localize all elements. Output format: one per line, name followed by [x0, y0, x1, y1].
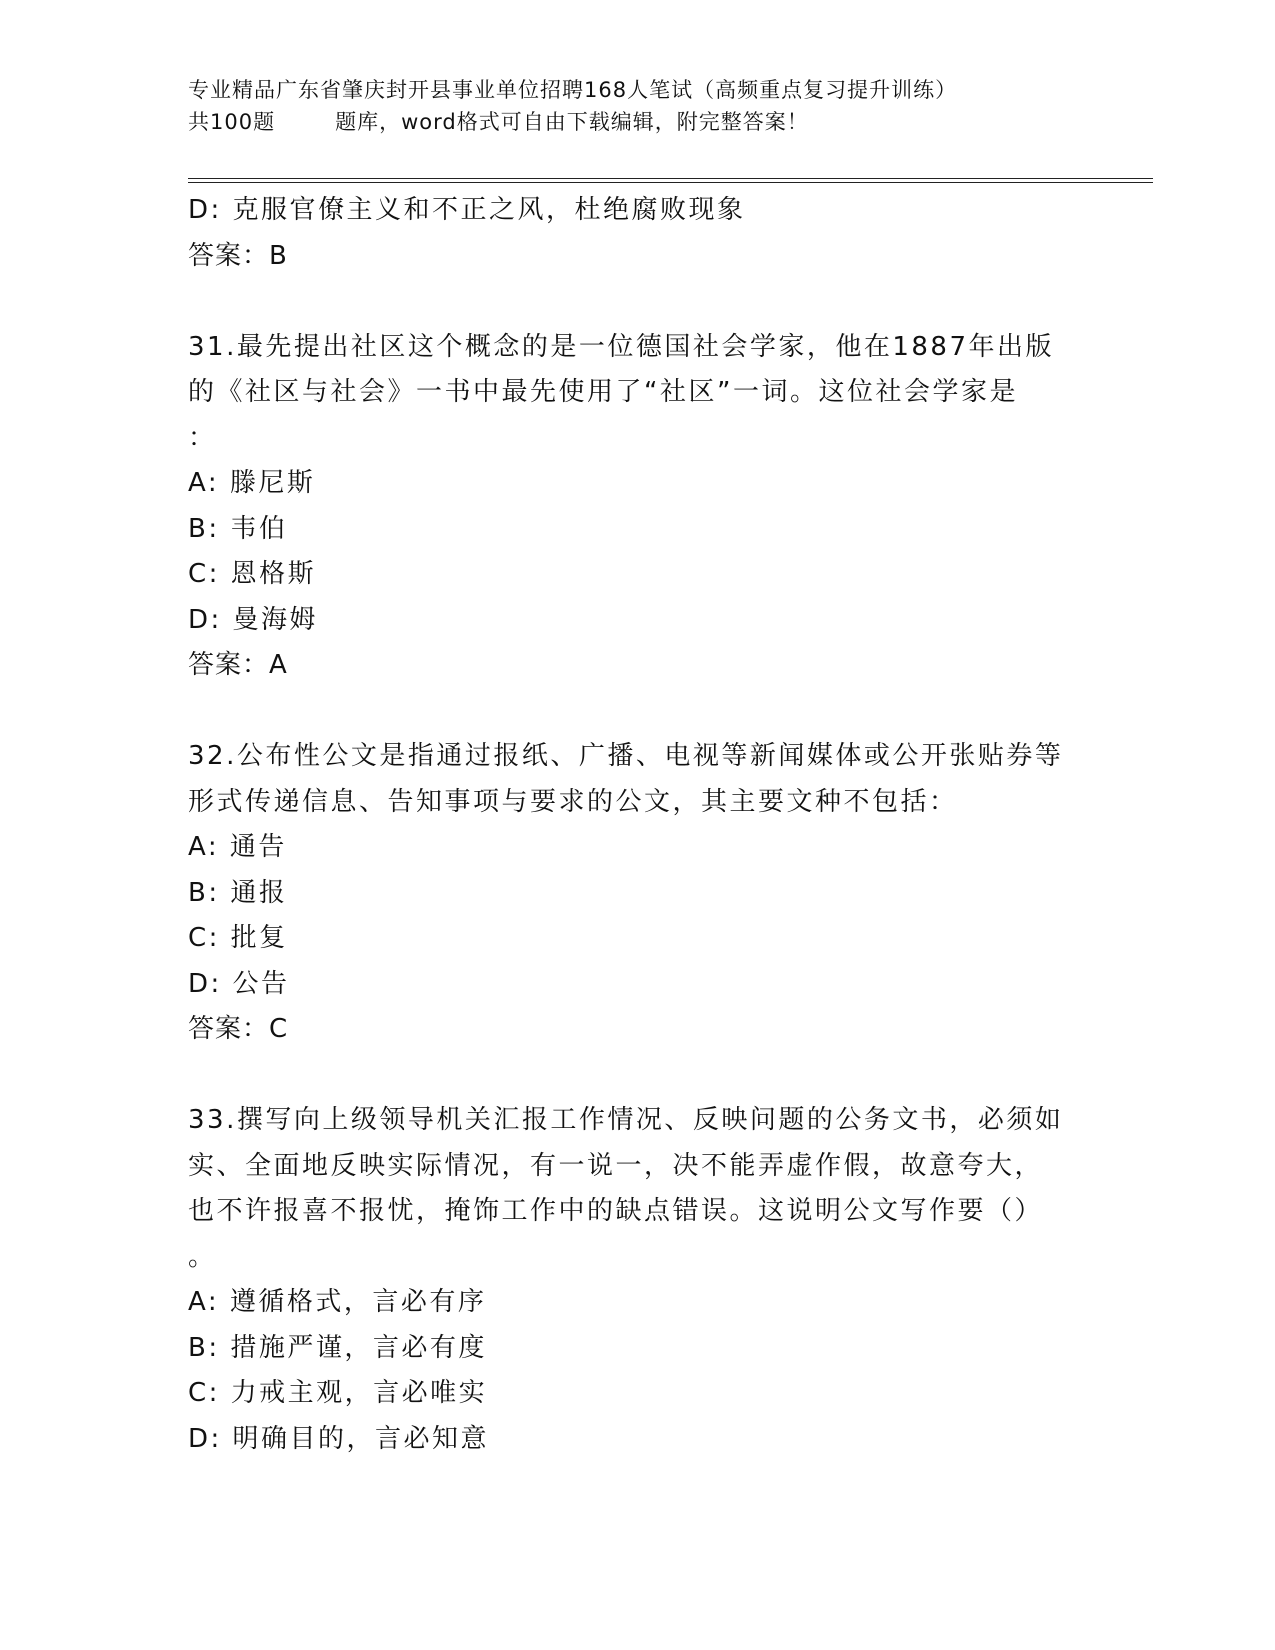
question-31-line: 31.最先提出社区这个概念的是一位德国社会学家，他在1887年出版	[188, 331, 1055, 362]
header-description: 题库，word格式可自由下载编辑，附完整答案！	[335, 110, 809, 134]
header-divider-bottom	[188, 182, 1153, 183]
question-33-option-b: B: 措施严谨，言必有度	[188, 1332, 487, 1363]
question-33-line: 33.撰写向上级领导机关汇报工作情况、反映问题的公务文书，必须如	[188, 1105, 1064, 1135]
question-31-option-d: D: 曼海姆	[188, 604, 319, 635]
question-31-option-c: C: 恩格斯	[188, 559, 317, 589]
header-divider-top	[188, 178, 1153, 179]
question-33-line: 也不许报喜不报忧，掩饰工作中的缺点错误。这说明公文写作要（）	[188, 1196, 1044, 1226]
question-31-answer: 答案：A	[188, 650, 288, 680]
question-31-option-b: B: 韦伯	[188, 513, 288, 544]
question-33-line: 实、全面地反映实际情况，有一说一，决不能弄虚作假，故意夸大，	[188, 1150, 1044, 1181]
header-title: 专业精品广东省肇庆封开县事业单位招聘168人笔试（高频重点复习提升训练）	[188, 78, 958, 102]
question-32-line: 32.公布性公文是指通过报纸、广播、电视等新闻媒体或公开张贴券等	[188, 741, 1064, 771]
question-33-option-c: C: 力戒主观，言必唯实	[188, 1378, 488, 1408]
question-32-option-a: A: 通告	[188, 832, 287, 862]
prev-option-d: D: 克服官僚主义和不正之风，杜绝腐败现象	[188, 195, 746, 225]
prev-answer: 答案：B	[188, 240, 288, 271]
question-32	[188, 734, 1088, 1053]
question-32-answer: 答案：C	[188, 1014, 289, 1044]
question-33	[188, 1098, 1088, 1462]
question-content	[188, 188, 1088, 1462]
question-31-option-a: A: 滕尼斯	[188, 468, 316, 498]
question-32-option-d: D: 公告	[188, 968, 290, 999]
question-32-option-b: B: 通报	[188, 877, 288, 908]
header-count: 共100题	[188, 110, 276, 134]
question-33-line: 。	[188, 1241, 217, 1272]
header-subtitle	[188, 106, 1088, 138]
question-31-line: ：	[188, 422, 217, 453]
question-32-line: 形式传递信息、告知事项与要求的公文，其主要文种不包括：	[188, 786, 958, 817]
question-33-option-d: D: 明确目的，言必知意	[188, 1423, 490, 1454]
question-33-option-a: A: 遵循格式，言必有序	[188, 1287, 487, 1317]
question-32-option-c: C: 批复	[188, 923, 288, 953]
document-header	[188, 74, 1088, 138]
question-31	[188, 325, 1088, 689]
question-31-line: 的《社区与社会》一书中最先使用了“社区”一词。这位社会学家是	[188, 377, 1018, 407]
